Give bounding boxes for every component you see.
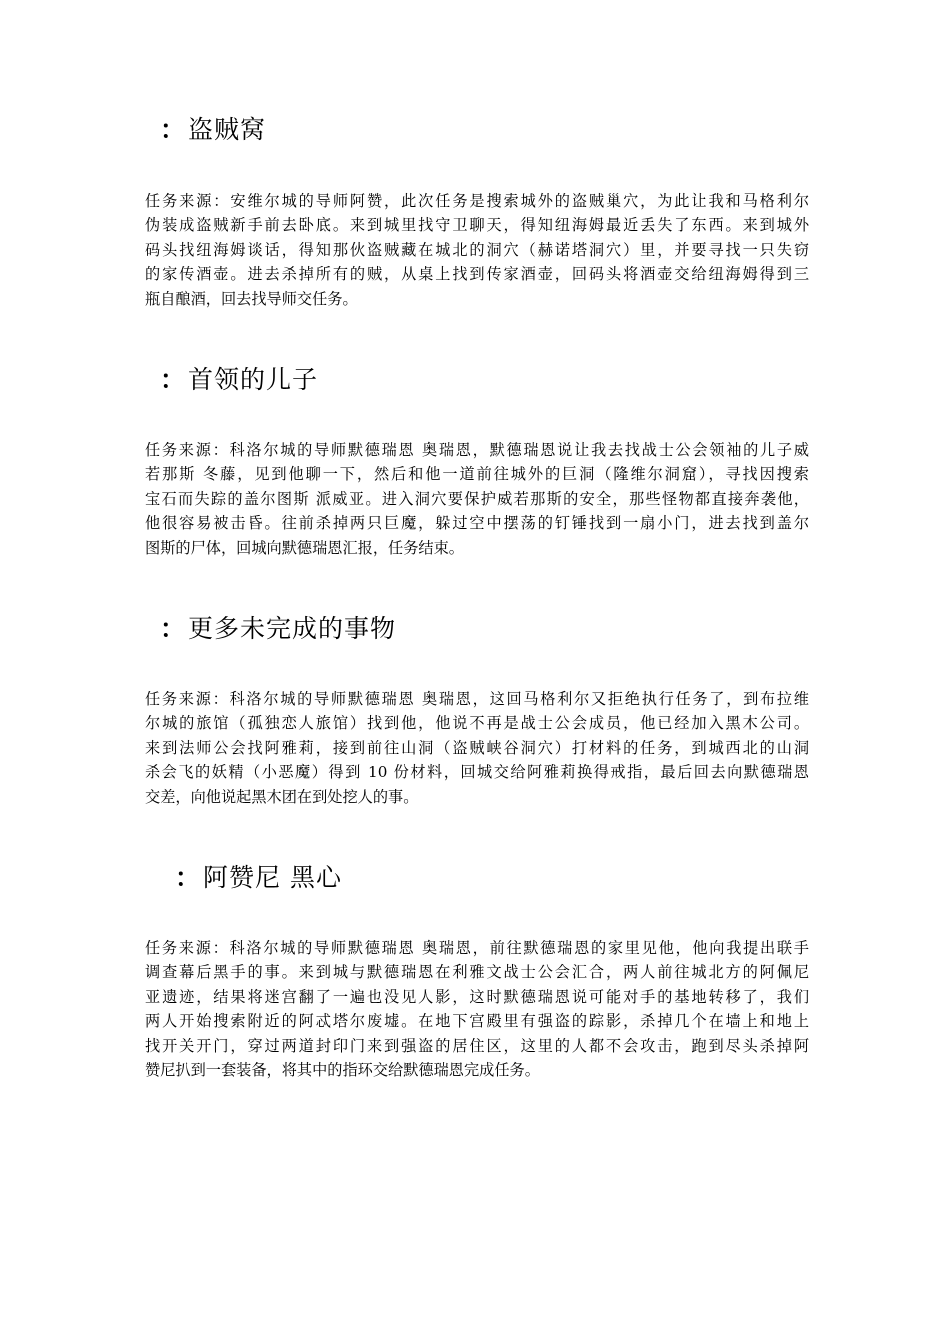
heading-title: 首领的儿子 xyxy=(188,365,319,394)
paragraph-line: 亚遗迹，结果将迷宫翻了一遍也没见人影，这时默德瑞恩说可能对手的基地转移了，我们 xyxy=(145,987,809,1006)
paragraph-line: 伪装成盗贼新手前去卧底。来到城里找守卫聊天，得知纽海姆最近丢失了东西。来到城外 xyxy=(145,216,809,235)
heading-title: 更多未完成的事物 xyxy=(188,614,397,643)
paragraph-line: 的家传酒壶。进去杀掉所有的贼，从桌上找到传家酒壶，回码头将酒壶交给纽海姆得到三 xyxy=(145,265,809,284)
heading-colon: ： xyxy=(160,115,187,144)
paragraph-line: 来到法师公会找阿雅莉，接到前往山洞（盗贼峡谷洞穴）打材料的任务，到城西北的山洞 xyxy=(145,738,809,757)
section-paragraph-2 xyxy=(145,438,809,560)
paragraph-line: 任务来源：科洛尔城的导师默德瑞恩 奥瑞恩，这回马格利尔又拒绝执行任务了，到布拉维 xyxy=(145,690,809,708)
paragraph-line: 两人开始搜索附近的阿忒塔尔废墟。在地下宫殿里有强盗的踪影，杀掉几个在墙上和地上 xyxy=(145,1012,809,1031)
paragraph-line: 尔城的旅馆（孤独恋人旅馆）找到他，他说不再是战士公会成员，他已经加入黑木公司。 xyxy=(145,714,809,733)
heading-colon: ： xyxy=(175,863,202,892)
section-heading-4 xyxy=(175,862,342,894)
heading-title: 阿赞尼 黑心 xyxy=(203,863,342,892)
paragraph-line: 杀会飞的妖精（小恶魔）得到 10 份材料，回城交给阿雅莉换得戒指，最后回去向默德瑞恩 xyxy=(145,763,809,782)
paragraph-line: 宝石而失踪的盖尔图斯 派威亚。进入洞穴要保护威若那斯的安全，那些怪物都直接奔袭他， xyxy=(145,489,809,508)
paragraph-line: 找开关开门，穿过两道封印门来到强盗的居住区，这里的人都不会攻击，跑到尽头杀掉阿 xyxy=(145,1036,809,1055)
paragraph-line: 若那斯 冬藤，见到他聊一下，然后和他一道前往城外的巨洞（隆维尔洞窟），寻找因搜索 xyxy=(145,465,809,484)
heading-colon: ： xyxy=(160,365,187,394)
section-paragraph-4 xyxy=(145,936,809,1082)
paragraph-line: 赞尼扒到一套装备，将其中的指环交给默德瑞恩完成任务。 xyxy=(145,1061,540,1080)
heading-colon: ： xyxy=(160,614,187,643)
paragraph-line: 任务来源：科洛尔城的导师默德瑞恩 奥瑞恩，前往默德瑞恩的家里见他，他向我提出联手 xyxy=(145,939,809,957)
paragraph-line: 码头找纽海姆谈话，得知那伙盗贼藏在城北的洞穴（赫诺塔洞穴）里，并要寻找一只失窃 xyxy=(145,240,809,259)
paragraph-line: 任务来源：安维尔城的导师阿赞，此次任务是搜索城外的盗贼巢穴，为此让我和马格利尔 xyxy=(145,192,809,210)
paragraph-line: 任务来源：科洛尔城的导师默德瑞恩 奥瑞恩，默德瑞恩说让我去找战士公会领袖的儿子威 xyxy=(145,441,809,459)
section-heading-3 xyxy=(160,613,396,645)
paragraph-line: 瓶自酿酒，回去找导师交任务。 xyxy=(145,289,358,308)
paragraph-line: 调查幕后黑手的事。来到城与默德瑞恩在利雅文战士公会汇合，两人前往城北方的阿佩尼 xyxy=(145,963,809,982)
paragraph-line: 他很容易被击昏。往前杀掉两只巨魔，躲过空中摆荡的钉锤找到一扇小门，进去找到盖尔 xyxy=(145,514,809,533)
heading-title: 盗贼窝 xyxy=(188,115,267,144)
section-heading-1 xyxy=(160,114,266,146)
paragraph-line: 交差，向他说起黑木团在到处挖人的事。 xyxy=(145,787,419,806)
section-heading-2 xyxy=(160,364,318,396)
section-paragraph-1 xyxy=(145,189,809,311)
section-paragraph-3 xyxy=(145,687,809,809)
paragraph-line: 图斯的尸体，回城向默德瑞恩汇报，任务结束。 xyxy=(145,538,464,557)
